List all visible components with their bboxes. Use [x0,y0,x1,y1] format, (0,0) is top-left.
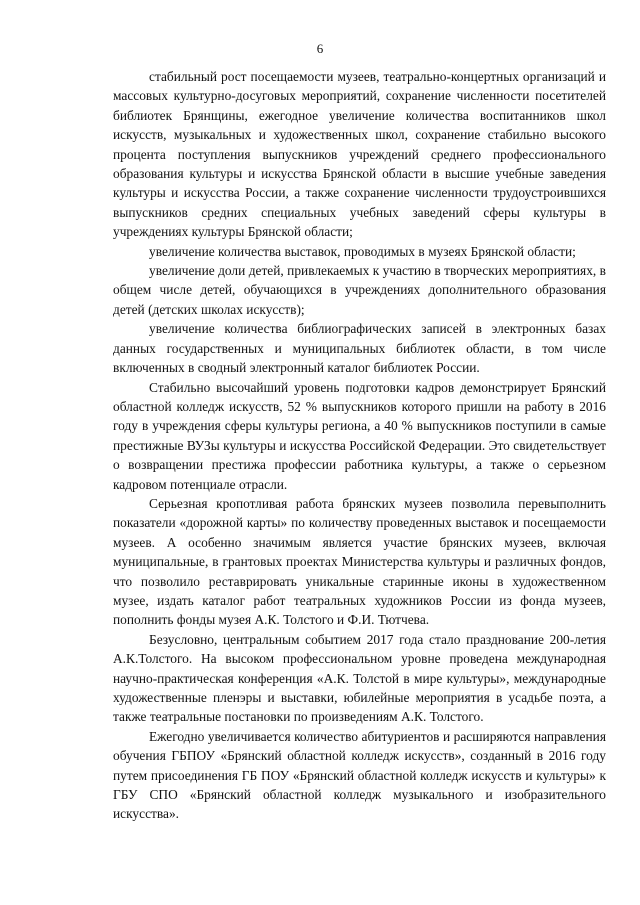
page-number: 6 [316,41,324,56]
paragraph-continuation: стабильный рост посещаемости музеев, театрально-концертных организаций и массовых культурно-досуговых мероприятий, сохранение численности посетителей библиотек Брянщины, ежегодное увеличение количества воспитанников школ искусств, музыкальных и художественных школ, сохранение стабильно высокого процента поступления выпускников учреждений среднего профессионального образования культуры и искусства Брянской области в высшие учебные заведения культуры и искусства России, а также сохранение численности трудоустроившихся выпускников средних специальных учебных заведений сферы культуры в учреждениях культуры Брянской области; [113,69,606,240]
body-text [113,67,606,824]
paragraph-tolstoy-anniversary: Безусловно, центральным событием 2017 года стало празднование 200-летия А.К.Толстого. На высоком профессиональном уровне проведена международная научно-практическая конференция «А.К. Толстой в мире культуры», международные художественные пленэры и выставки, юбилейные мероприятия в усадьбе поэта, а также театральные постановки по произведениям А.К. Толстого. [113,631,606,725]
paragraph-college-training: Стабильно высочайший уровень подготовки кадров демонстрирует Брянский областной колледж искусств, 52 % выпускников которого пришли на работу в 2016 году в учреждения сферы культуры региона, а 40 % выпускников поступили в самые престижные ВУЗы культуры и искусства Российской Федерации. Это свидетельствует о возвращении престижа профессии работника культуры, а также о серьезном кадровом потенциале отрасли. [113,379,606,492]
paragraph-museum-work: Серьезная кропотливая работа брянских музеев позволила перевыполнить показатели «дорожной карты» по количеству проведенных выставок и посещаемости музеев. А особенно значимым является участие брянских музеев, включая муниципальные, в грантовых проектах Министерства культуры и различных фондов, что позволило реставрировать уникальные старинные иконы в художественном музее, издать каталог работ театральных художников России из фонда музеев, пополнить фонды музея А.К. Толстого и Ф.И. Тютчева. [113,495,606,628]
paragraph-bibliographic-records: увеличение количества библиографических записей в электронных базах данных государственных и муниципальных библиотек области, в том числе включенных в сводный электронный каталог библиотек России. [113,321,606,376]
paragraph-college-enrollment: Ежегодно увеличивается количество абитуриентов и расширяются направления обучения ГБПОУ «Брянский областной колледж искусств», созданный в 2016 году путем присоединения ГБ ПОУ «Брянский областной колледж искусств и культуры» к ГБУ СПО «Брянский областной колледж музыкального и изобразительного искусства». [113,728,606,822]
paragraph-exhibitions: увеличение количества выставок, проводимых в музеях Брянской области; [149,243,576,259]
paragraph-children-share: увеличение доли детей, привлекаемых к участию в творческих мероприятиях, в общем числе детей, обучающихся в учреждениях дополнительного образования детей (детских школах искусств); [113,263,606,317]
